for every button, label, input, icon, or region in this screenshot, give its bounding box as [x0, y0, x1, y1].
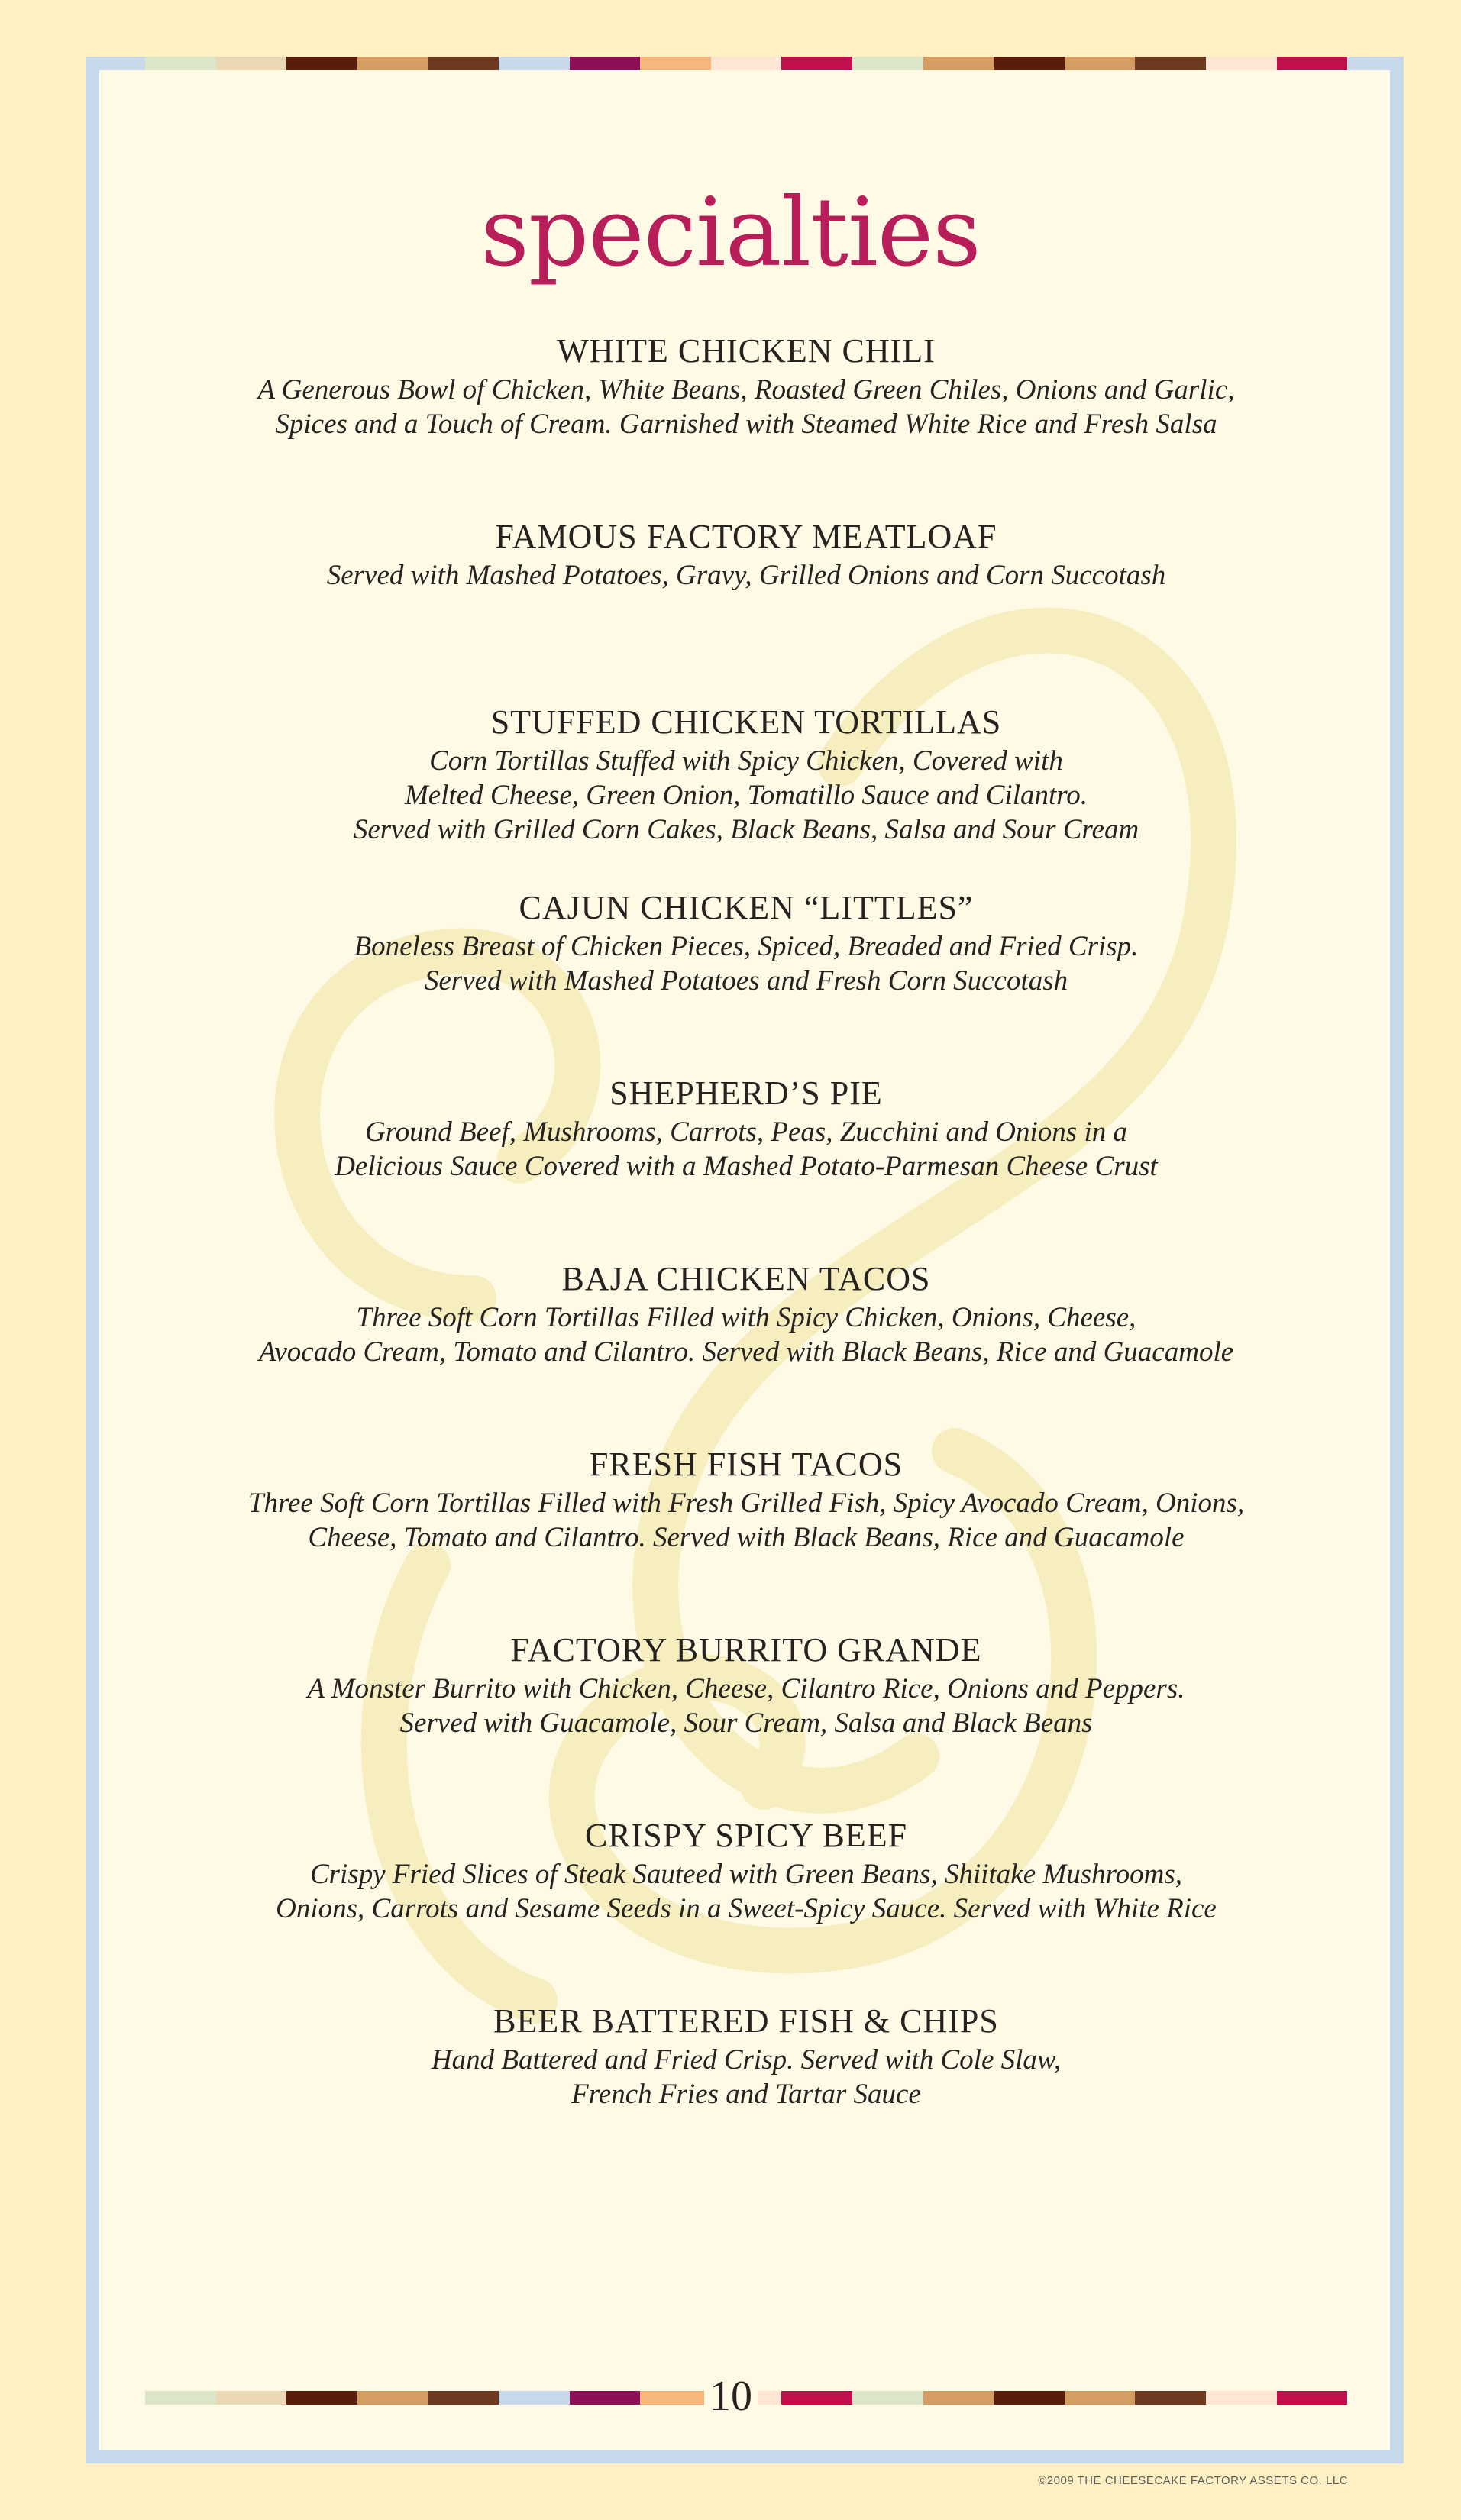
- menu-item-name: FRESH FISH TACOS: [589, 1446, 903, 1483]
- stripe-segment: [781, 2391, 852, 2405]
- menu-item-description: A Generous Bowl of Chicken, White Beans, Roasted Green Chiles, Onions and Garlic, Spices and a Touch of Cream. Garnished with Steamed White Rice and Fresh Salsa: [257, 374, 1235, 440]
- menu-item-name: BAJA CHICKEN TACOS: [561, 1260, 931, 1297]
- stripe-segment: [1065, 2391, 1136, 2405]
- menu-item-description: Three Soft Corn Tortillas Filled with Fresh Grilled Fish, Spicy Avocado Cream, Onions, Cheese, Tomato and Cilantro. Served with Black Beans, Rice and Guacamole: [247, 1488, 1245, 1553]
- menu-item-description: Boneless Breast of Chicken Pieces, Spiced, Breaded and Fried Crisp. Served with Mashed Potatoes and Fresh Corn Succotash: [354, 931, 1139, 997]
- stripe-segment: [428, 2391, 499, 2405]
- stripe-segment: [1206, 57, 1277, 70]
- stripe-segment: [994, 2391, 1065, 2405]
- menu-item: [145, 1258, 1347, 1443]
- menu-item-description: Hand Battered and Fried Crisp. Served with Cole Slaw, French Fries and Tartar Sauce: [431, 2044, 1062, 2110]
- menu-item-name: WHITE CHICKEN CHILI: [557, 332, 936, 370]
- menu-item-description: Corn Tortillas Stuffed with Spicy Chicken, Covered with Melted Cheese, Green Onion, Tomatillo Sauce and Cilantro. Served with Grilled Corn Cakes, Black Beans, Salsa and Sour Cream: [353, 745, 1139, 845]
- stripe-segment: [357, 57, 428, 70]
- menu-item: [145, 515, 1347, 701]
- stripe-segment: [1277, 2391, 1348, 2405]
- menu-item-name: STUFFED CHICKEN TORTILLAS: [490, 703, 1002, 741]
- copyright-notice: ©2009 THE CHEESECAKE FACTORY ASSETS CO. LLC: [1038, 2474, 1348, 2487]
- stripe-segment: [711, 57, 782, 70]
- stripe-segment: [640, 2391, 711, 2405]
- stripe-segment: [286, 2391, 357, 2405]
- menu-item-description: A Monster Burrito with Chicken, Cheese, Cilantro Rice, Onions and Peppers. Served with Guacamole, Sour Cream, Salsa and Black Beans: [307, 1673, 1185, 1739]
- menu-item: [145, 1814, 1347, 2000]
- menu-item-name: BEER BATTERED FISH & CHIPS: [493, 2002, 999, 2040]
- menu-list: [145, 330, 1347, 2186]
- menu-item: [145, 2000, 1347, 2186]
- stripe-segment: [145, 57, 216, 70]
- page-title: specialties: [480, 178, 981, 289]
- menu-item: [145, 887, 1347, 1072]
- menu-item-description: Crispy Fried Slices of Steak Sauteed with Green Beans, Shiitake Mushrooms, Onions, Carrots and Sesame Seeds in a Sweet-Spicy Sauce. Served with White Rice: [276, 1859, 1217, 1924]
- menu-item: [145, 1629, 1347, 1814]
- stripe-segment: [1135, 57, 1206, 70]
- stripe-segment: [640, 57, 711, 70]
- menu-item-description: Ground Beef, Mushrooms, Carrots, Peas, Zucchini and Onions in a Delicious Sauce Covered with a Mashed Potato-Parmesan Cheese Crust: [335, 1116, 1158, 1182]
- stripe-segment: [428, 57, 499, 70]
- stripe-segment: [286, 57, 357, 70]
- menu-item-description: Served with Mashed Potatoes, Gravy, Grilled Onions and Corn Succotash: [326, 560, 1166, 591]
- stripe-segment: [852, 2391, 923, 2405]
- stripe-segment: [570, 2391, 641, 2405]
- menu-item: [145, 701, 1347, 887]
- stripe-segment: [994, 57, 1065, 70]
- stripe-segment: [499, 2391, 570, 2405]
- menu-item: [145, 1072, 1347, 1258]
- menu-item-name: CAJUN CHICKEN “LITTLES”: [519, 889, 974, 926]
- menu-item-name: SHEPHERD’S PIE: [609, 1074, 883, 1112]
- stripe-segment: [216, 57, 287, 70]
- stripe-segment: [1277, 57, 1348, 70]
- menu-item-description: Three Soft Corn Tortillas Filled with Spicy Chicken, Onions, Cheese, Avocado Cream, Tomato and Cilantro. Served with Black Beans, Rice and Guacamole: [258, 1302, 1234, 1368]
- stripe-segment: [1065, 57, 1136, 70]
- stripe-segment: [923, 57, 994, 70]
- menu-item-name: FACTORY BURRITO GRANDE: [510, 1631, 982, 1669]
- menu-item-name: FAMOUS FACTORY MEATLOAF: [495, 518, 997, 555]
- stripe-segment: [216, 2391, 287, 2405]
- stripe-segment: [357, 2391, 428, 2405]
- stripe-segment: [145, 2391, 216, 2405]
- stripe-segment: [570, 57, 641, 70]
- stripe-segment: [1206, 2391, 1277, 2405]
- stripe-segment: [781, 57, 852, 70]
- page-number: 10: [704, 2373, 758, 2419]
- menu-item: [145, 330, 1347, 515]
- menu-item-name: CRISPY SPICY BEEF: [584, 1817, 908, 1854]
- menu-item: [145, 1443, 1347, 1629]
- stripe-segment: [923, 2391, 994, 2405]
- stripe-segment: [852, 57, 923, 70]
- stripe-segment: [499, 57, 570, 70]
- top-stripe-bar: [145, 57, 1347, 70]
- stripe-segment: [1135, 2391, 1206, 2405]
